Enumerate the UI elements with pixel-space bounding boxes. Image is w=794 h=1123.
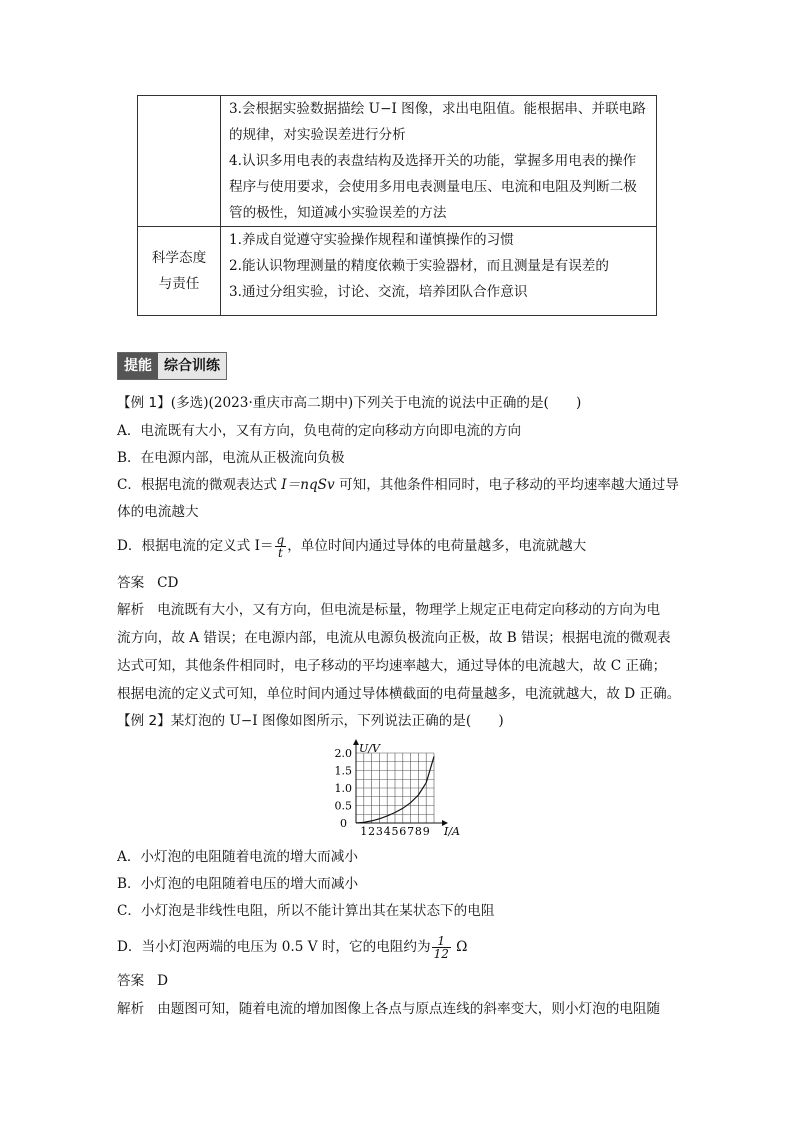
x-tick-label: 9 (422, 825, 430, 838)
table-line: 4.认识多用电表的表盘结构及选择开关的功能，掌握多用电表的操作 (229, 153, 637, 169)
option-d-text-post: ，单位时间内通过导体的电荷量越多，电流就越大 (287, 538, 587, 554)
answer-value: D (157, 973, 169, 989)
section-title: 综合训练 (158, 353, 226, 379)
option-c-text-post: 可知，其他条件相同时，电子移动的平均速率越大通过导 (334, 477, 679, 493)
example1-option-a: A．电流既有大小，又有方向，负电荷的定向移动方向即电流的方向 (117, 423, 522, 439)
analysis-label: 解析 (117, 602, 145, 618)
option-d-text-post: Ω (451, 939, 468, 955)
example1-analysis-line (117, 600, 660, 620)
answer-value: CD (157, 575, 179, 591)
table-line: 1.养成自觉遵守实验操作规程和谨慎操作的习惯 (229, 232, 514, 248)
u-i-chart (320, 738, 480, 840)
example2-option-a: A．小灯泡的电阻随着电流的增大而减小 (117, 849, 358, 865)
example1-stem: (多选)(2023·重庆市高二期中)下列关于电流的说法中正确的是( ) (170, 395, 582, 411)
example2-option-d (117, 935, 467, 960)
x-tick-label: 5 (391, 825, 399, 838)
answer-label: 答案 (117, 973, 145, 989)
table-line: 的规律，对实验误差进行分析 (229, 127, 406, 143)
fraction-q-over-t (275, 534, 287, 559)
y-tick-label: 0.5 (334, 799, 352, 813)
option-c-text-pre: C．根据电流的微观表达式 (117, 477, 282, 493)
table-content-cell (221, 227, 657, 316)
example1-analysis-line: 达式可知，其他条件相同时，电子移动的平均速率越大，通过导体的电流越大，故 C 正确； (117, 658, 667, 674)
example2-label: 【例 2】 (117, 713, 171, 729)
y-axis-label: U/V (359, 742, 380, 755)
table-line: 3.会根据实验数据描绘 U−I 图像，求出电阻值。能根据串、并联电路 (229, 101, 646, 117)
fraction-denominator: 12 (433, 947, 449, 961)
x-tick-label: 8 (414, 825, 422, 838)
table-line: 2.能认识物理测量的精度依赖于实验器材，而且测量是有误差的 (229, 258, 609, 274)
option-c-formula: I＝nqSv (281, 477, 335, 493)
x-tick-label: 2 (368, 825, 376, 838)
example2-option-c: C．小灯泡是非线性电阻，所以不能计算出其在某状态下的电阻 (117, 903, 495, 919)
example2-stem: 某灯泡的 U−I 图像如图所示，下列说法正确的是( ) (170, 713, 504, 729)
x-tick-label: 6 (399, 825, 407, 838)
objectives-table (137, 95, 657, 316)
category-label-line2: 与责任 (158, 276, 200, 292)
table-row (138, 96, 657, 227)
fraction-numerator: q (276, 533, 285, 547)
example2-option-b: B．小灯泡的电阻随着电压的增大而减小 (117, 876, 359, 892)
option-d-text-pre: D．根据电流的定义式 I＝ (117, 538, 274, 554)
example1-answer (117, 573, 178, 593)
table-category-cell (138, 227, 221, 316)
example2-stem-line (117, 711, 504, 731)
y-tick-label: 1.0 (334, 782, 352, 795)
table-line: 管的极性，知道减小实验误差的方法 (229, 205, 447, 221)
example1-label: 【例 1】 (117, 395, 171, 411)
x-tick-label: 3 (375, 825, 383, 838)
table-content-cell (221, 96, 657, 227)
example1-analysis-line: 根据电流的定义式可知，单位时间内通过导体横截面的电荷量越多，电流就越大，故 D 正确。 (117, 686, 681, 702)
analysis-label: 解析 (117, 1001, 145, 1017)
fraction-denominator: t (277, 546, 283, 560)
section-tag: 提能 (118, 353, 158, 379)
y-tick-label: 1.5 (334, 764, 352, 778)
example1-analysis-line: 流方向，故 A 错误；在电源内部，电流从电源负极流向正极，故 B 错误；根据电流的微观表 (117, 630, 671, 646)
example2-analysis-line (117, 999, 660, 1019)
analysis-text: 由题图可知，随着电流的增加图像上各点与原点连线的斜率变大，则小灯泡的电阻随 (157, 1001, 661, 1017)
y-tick-label: 2.0 (334, 747, 352, 760)
option-d-text-pre: D．当小灯泡两端的电压为 0.5 V 时，它的电阻约为 (117, 939, 431, 955)
table-line: 3.通过分组实验，讨论、交流，培养团队合作意识 (229, 284, 528, 300)
example1-option-c (117, 475, 679, 495)
answer-label: 答案 (117, 575, 145, 591)
example2-answer (117, 971, 168, 991)
section-header (117, 352, 227, 380)
x-tick-label: 4 (383, 825, 391, 838)
analysis-text: 电流既有大小，又有方向，但电流是标量，物理学上规定正电荷定向移动的方向为电 (157, 602, 661, 618)
example1-option-d (117, 534, 586, 559)
origin-label: 0 (340, 817, 347, 830)
example1-option-c-continued: 体的电流越大 (117, 504, 199, 520)
fraction-numerator: 1 (432, 935, 451, 948)
fraction-1-over-12 (432, 935, 451, 960)
table-row (138, 227, 657, 316)
x-axis-label: I/A (444, 825, 460, 838)
category-label-line1: 科学态度 (151, 250, 207, 266)
table-line: 程序与使用要求，会使用多用电表测量电压、电流和电阻及判断二极 (229, 179, 637, 195)
example1-option-b: B．在电源内部，电流从正极流向负极 (117, 450, 345, 466)
example1-stem-line (117, 393, 581, 413)
table-category-cell-empty (138, 96, 221, 227)
x-tick-label: 7 (407, 825, 415, 838)
x-tick-label: 1 (360, 825, 368, 838)
